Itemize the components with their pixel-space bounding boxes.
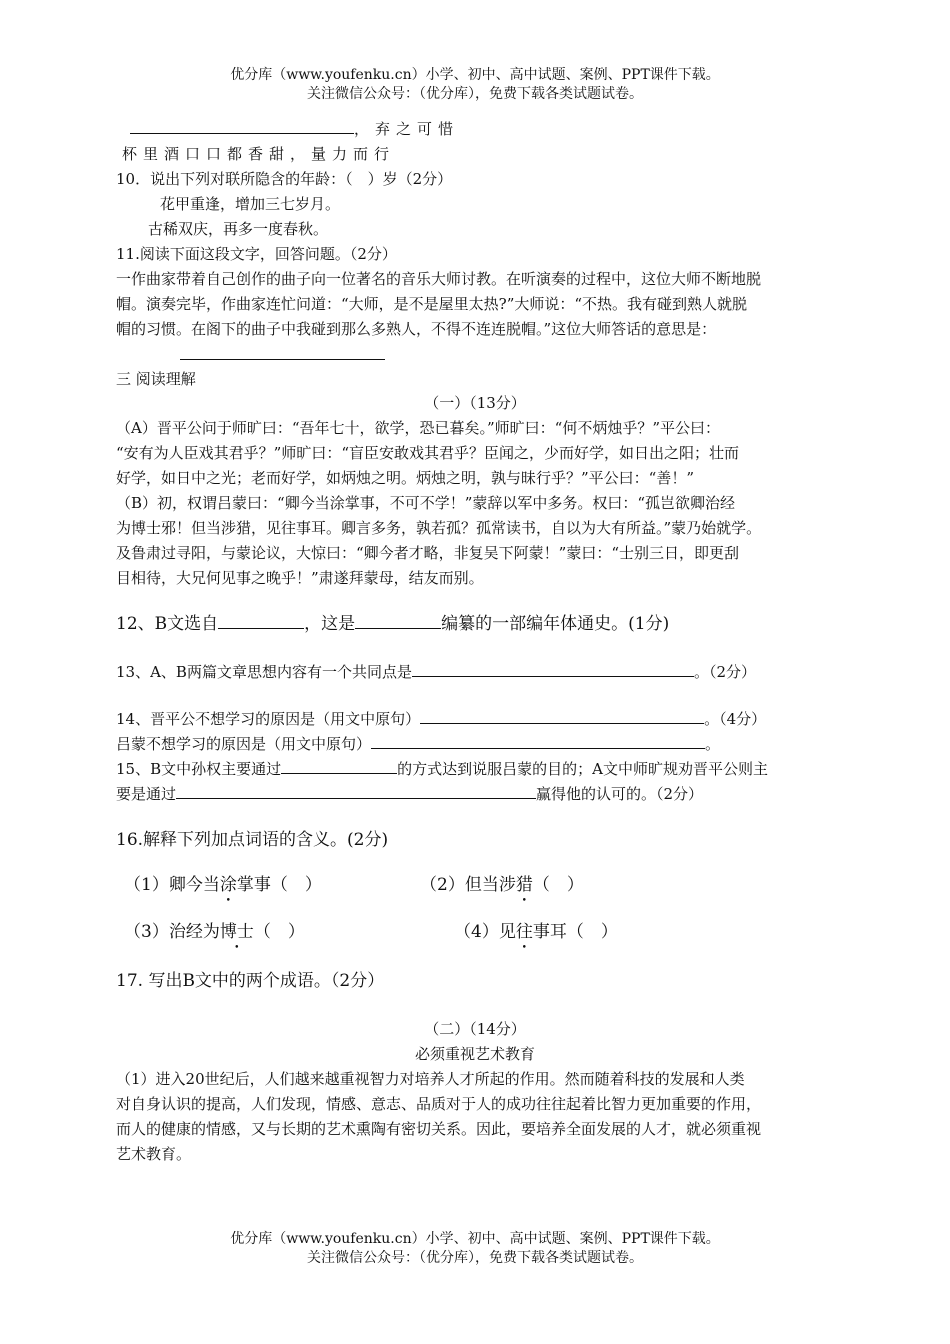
- q16-item-3-pre: （3）治经为: [124, 922, 220, 942]
- part1-title: （一）（13分）: [424, 394, 526, 412]
- q15-pre-1: 15、B文中孙权主要通过: [116, 760, 282, 778]
- q16-item-1-pre: （1）卿今当: [124, 875, 220, 895]
- q10-line-1: 花甲重逢，增加三七岁月。: [160, 195, 341, 213]
- q12-blank-1[interactable]: [218, 612, 304, 629]
- couplet-line-2: 杯里酒口口都香甜，量力而行: [122, 145, 396, 163]
- q13-pre: 13、A、B两篇文章思想内容有一个共同点是: [116, 663, 412, 681]
- q16-item-1-post: 掌事（ ）: [236, 875, 322, 895]
- section3-title: 三 阅读理解: [116, 370, 196, 388]
- q16-item-3-post: （ ）: [253, 922, 305, 942]
- q13-post: 。（2分）: [693, 663, 756, 681]
- q12: [116, 612, 846, 636]
- q15-blank-1[interactable]: [281, 757, 397, 774]
- text-a-line-2: “安有为人臣戏其君乎？”师旷曰：“盲臣安敢戏其君乎？臣闻之，少而好学，如日出之阳；壮而: [116, 444, 740, 462]
- text-b-line-2: 为博士邪！但当涉猎，见往事耳。卿言多务，孰若孤？孤常读书，自以为大有所益。”蒙乃始就学。: [116, 519, 762, 537]
- q12-blank-2[interactable]: [355, 612, 441, 629]
- q11-answer-blank[interactable]: [180, 359, 385, 360]
- q16-item-2-pre: （2）但当涉: [420, 875, 516, 895]
- q14-post-1: 。（4分）: [704, 710, 767, 728]
- part2-para-2: 对自身认识的提高，人们发现，情感、意志、品质对于人的成功往往起着比智力更加重要的作用，: [116, 1095, 762, 1113]
- q14-pre-2: 吕蒙不想学习的原因是（用文中原句）: [116, 735, 372, 753]
- q14-line-2: [116, 732, 846, 756]
- q15-pre-2: 要是通过: [116, 785, 177, 803]
- q16-title: 16.解释下列加点词语的含义。(2分): [116, 830, 389, 850]
- text-b-line-1: （B）初，权谓吕蒙曰：“卿今当涂掌事，不可不学！”蒙辞以军中多务。权曰：“孤岂欲卿治经: [116, 494, 736, 512]
- q15-line-2: [116, 782, 846, 806]
- text-b-line-3: 及鲁肃过寻阳，与蒙论议，大惊曰：“卿今者才略，非复吴下阿蒙！”蒙曰：“士别三日，即更刮: [116, 544, 740, 562]
- q15-post-2: 赢得他的认可的。（2分）: [536, 785, 704, 803]
- q14-blank-1[interactable]: [420, 707, 704, 724]
- header-line-1: 优分库（www.youfenku.cn）小学、初中、高中试题、案例、PPT课件下载。: [230, 67, 720, 83]
- q15-blank-2[interactable]: [176, 782, 536, 799]
- q15-line-1: [116, 757, 846, 781]
- q13: [116, 660, 846, 684]
- q10-title: 10．说出下列对联所隐含的年龄：（ ）岁（2分）: [116, 170, 453, 188]
- q11-title: 11.阅读下面这段文字，回答问题。（2分）: [116, 245, 397, 263]
- q16-item-4-pre: （4）见: [454, 922, 516, 942]
- part2-para-3: 而人的健康的情感，又与长期的艺术熏陶有密切关系。因此，要培养全面发展的人才，就必须重视: [116, 1120, 762, 1138]
- text-a-line-1: （A）晋平公问于师旷曰：“吾年七十，欲学，恐已暮矣。”师旷曰：“何不炳烛乎？”平公曰：: [116, 419, 721, 437]
- couplet-line-1-tail: ，弃之可惜: [354, 120, 460, 138]
- q14-blank-2[interactable]: [371, 732, 705, 749]
- part2-para-1: （1）进入20世纪后，人们越来越重视智力对培养人才所起的作用。然而随着科技的发展和人类: [116, 1070, 745, 1088]
- q10-line-2: 古稀双庆，再多一度春秋。: [148, 220, 329, 238]
- header-line-2: 关注微信公众号：（优分库），免费下载各类试题试卷。: [307, 86, 643, 102]
- q14-pre-1: 14、晋平公不想学习的原因是（用文中原句）: [116, 710, 421, 728]
- q12-post: 编纂的一部编年体通史。(1分): [441, 614, 670, 634]
- q14-line-1: [116, 707, 846, 731]
- q11-para-1: 一作曲家带着自己创作的曲子向一位著名的音乐大师讨教。在听演奏的过程中，这位大师不断地脱: [116, 270, 762, 288]
- q17-title: 17. 写出B文中的两个成语。（2分）: [116, 971, 385, 991]
- q11-para-3: 帽的习惯。在阁下的曲子中我碰到那么多熟人，不得不连连脱帽。”这位大师答话的意思是：: [116, 320, 717, 338]
- couplet-blank[interactable]: [130, 117, 354, 134]
- q16-item-4-dotted: 往: [515, 922, 533, 942]
- q15-post-1: 的方式达到说服吕蒙的目的；A文中师旷规劝晋平公则主: [397, 760, 768, 778]
- couplet-line-1: [130, 117, 860, 141]
- footer-line-1: 优分库（www.youfenku.cn）小学、初中、高中试题、案例、PPT课件下载。: [230, 1231, 720, 1247]
- part2-para-4: 艺术教育。: [116, 1145, 192, 1163]
- footer-line-2: 关注微信公众号：（优分库），免费下载各类试题试卷。: [307, 1250, 643, 1266]
- q16-item-3-dotted: 博士: [219, 922, 254, 942]
- q11-para-2: 帽。演奏完毕，作曲家连忙问道：“大师，是不是屋里太热?”大师说：“不热。我有碰到熟人就脱: [116, 295, 748, 313]
- q12-pre: 12、B文选自: [116, 614, 219, 634]
- q16-item-4-post: 事耳（ ）: [532, 922, 618, 942]
- q12-mid: ，这是: [304, 614, 356, 634]
- q16-item-4: [454, 920, 754, 944]
- q16-item-2: [420, 873, 720, 897]
- q16-item-2-post: （ ）: [532, 875, 584, 895]
- text-b-line-4: 目相待，大兄何见事之晚乎！”肃遂拜蒙母，结友而别。: [116, 569, 484, 587]
- text-a-line-3: 好学，如日中之光；老而好学，如炳烛之明。炳烛之明，孰与昧行乎？”平公曰：“善！”: [116, 469, 695, 487]
- part2-title: （二）（14分）: [424, 1020, 526, 1038]
- q13-blank[interactable]: [412, 660, 694, 677]
- q16-item-2-dotted: 猎: [515, 875, 533, 895]
- q16-item-1-dotted: 涂: [219, 875, 237, 895]
- part2-heading: 必须重视艺术教育: [414, 1045, 535, 1063]
- q14-post-2: 。: [705, 735, 721, 753]
